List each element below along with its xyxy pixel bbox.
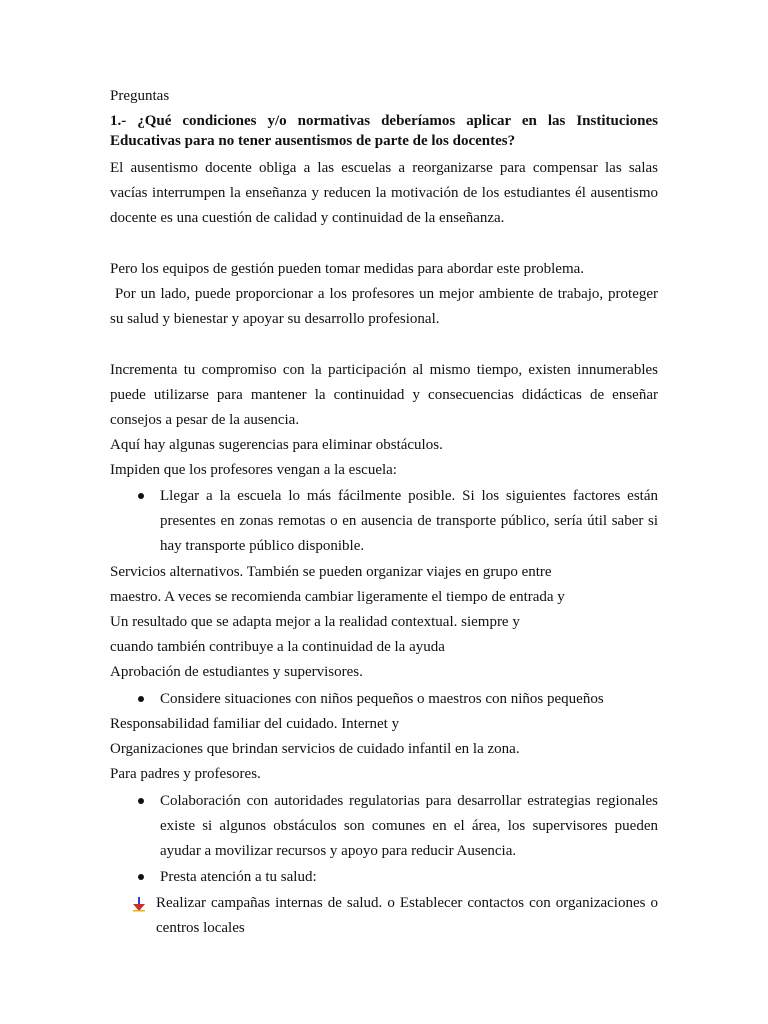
paragraph-obstacles: Impiden que los profesores vengan a la escuela: xyxy=(110,462,397,478)
bullet-dot-icon xyxy=(138,696,144,702)
text-line-teacher: maestro. A veces se recomienda cambiar ligeramente el tiempo de entrada y xyxy=(110,589,565,605)
bullet-dot-icon xyxy=(138,798,144,804)
paragraph-commitment: Incrementa tu compromiso con la participación al mismo tiempo, existen innumerables puede utilizarse para mantener la continuidad y consecuencias didácticas de enseñar consejos a pesar de la ausencia. xyxy=(110,362,658,428)
question-title: 1.- ¿Qué condiciones y/o normativas deberíamos aplicar en las Instituciones Educativas para no tener ausentismos de parte de los docentes? xyxy=(110,113,658,149)
list-item-children: Considere situaciones con niños pequeños o maestros con niños pequeños xyxy=(160,691,604,707)
text-line-alternatives: Servicios alternativos. También se pueden organizar viajes en grupo entre xyxy=(110,564,552,580)
text-line-continuity: cuando también contribuye a la continuidad de la ayuda xyxy=(110,639,445,655)
paragraph-absentism: El ausentismo docente obliga a las escuelas a reorganizarse para compensar las salas vacías interrumpen la enseñanza y reducen la motivación de los estudiantes él ausentismo docente es una cuestión de calidad y continuidad de la enseñanza. xyxy=(110,160,658,226)
bullet-dot-icon xyxy=(138,874,144,880)
list-item-collaboration: Colaboración con autoridades regulatorias para desarrollar estrategias regionales existe si algunos obstáculos son comunes en el área, los supervisores pueden ayudar a movilizar recursos y apoyo para reducir Ausencia. xyxy=(160,793,658,859)
paragraph-work-environment: Por un lado, puede proporcionar a los profesores un mejor ambiente de trabajo, proteger su salud y bienestar y apoyar su desarrollo profesional. xyxy=(110,286,662,327)
bullet-dot-icon xyxy=(138,493,144,499)
document-heading: Preguntas xyxy=(110,88,170,104)
text-line-parents: Para padres y profesores. xyxy=(110,766,261,782)
paragraph-management: Pero los equipos de gestión pueden tomar medidas para abordar este problema. xyxy=(110,261,585,277)
arrow-down-icon xyxy=(131,896,147,912)
list-item-health: Presta atención a tu salud: xyxy=(160,869,317,885)
list-item-transport: Llegar a la escuela lo más fácilmente posible. Si los siguientes factores están presentes en zonas remotas o en ausencia de transporte público, sería útil saber si hay transporte público disponible. xyxy=(160,488,658,554)
text-line-responsibility: Responsabilidad familiar del cuidado. Internet y xyxy=(110,716,400,732)
text-line-result: Un resultado que se adapta mejor a la realidad contextual. siempre y xyxy=(110,614,520,630)
text-line-organizations: Organizaciones que brindan servicios de cuidado infantil en la zona. xyxy=(110,741,520,757)
paragraph-suggestions: Aquí hay algunas sugerencias para eliminar obstáculos. xyxy=(110,437,443,453)
list-item-campaigns: Realizar campañas internas de salud. o Establecer contactos con organizaciones o centros locales xyxy=(156,895,658,936)
text-line-approval: Aprobación de estudiantes y supervisores. xyxy=(110,664,363,680)
